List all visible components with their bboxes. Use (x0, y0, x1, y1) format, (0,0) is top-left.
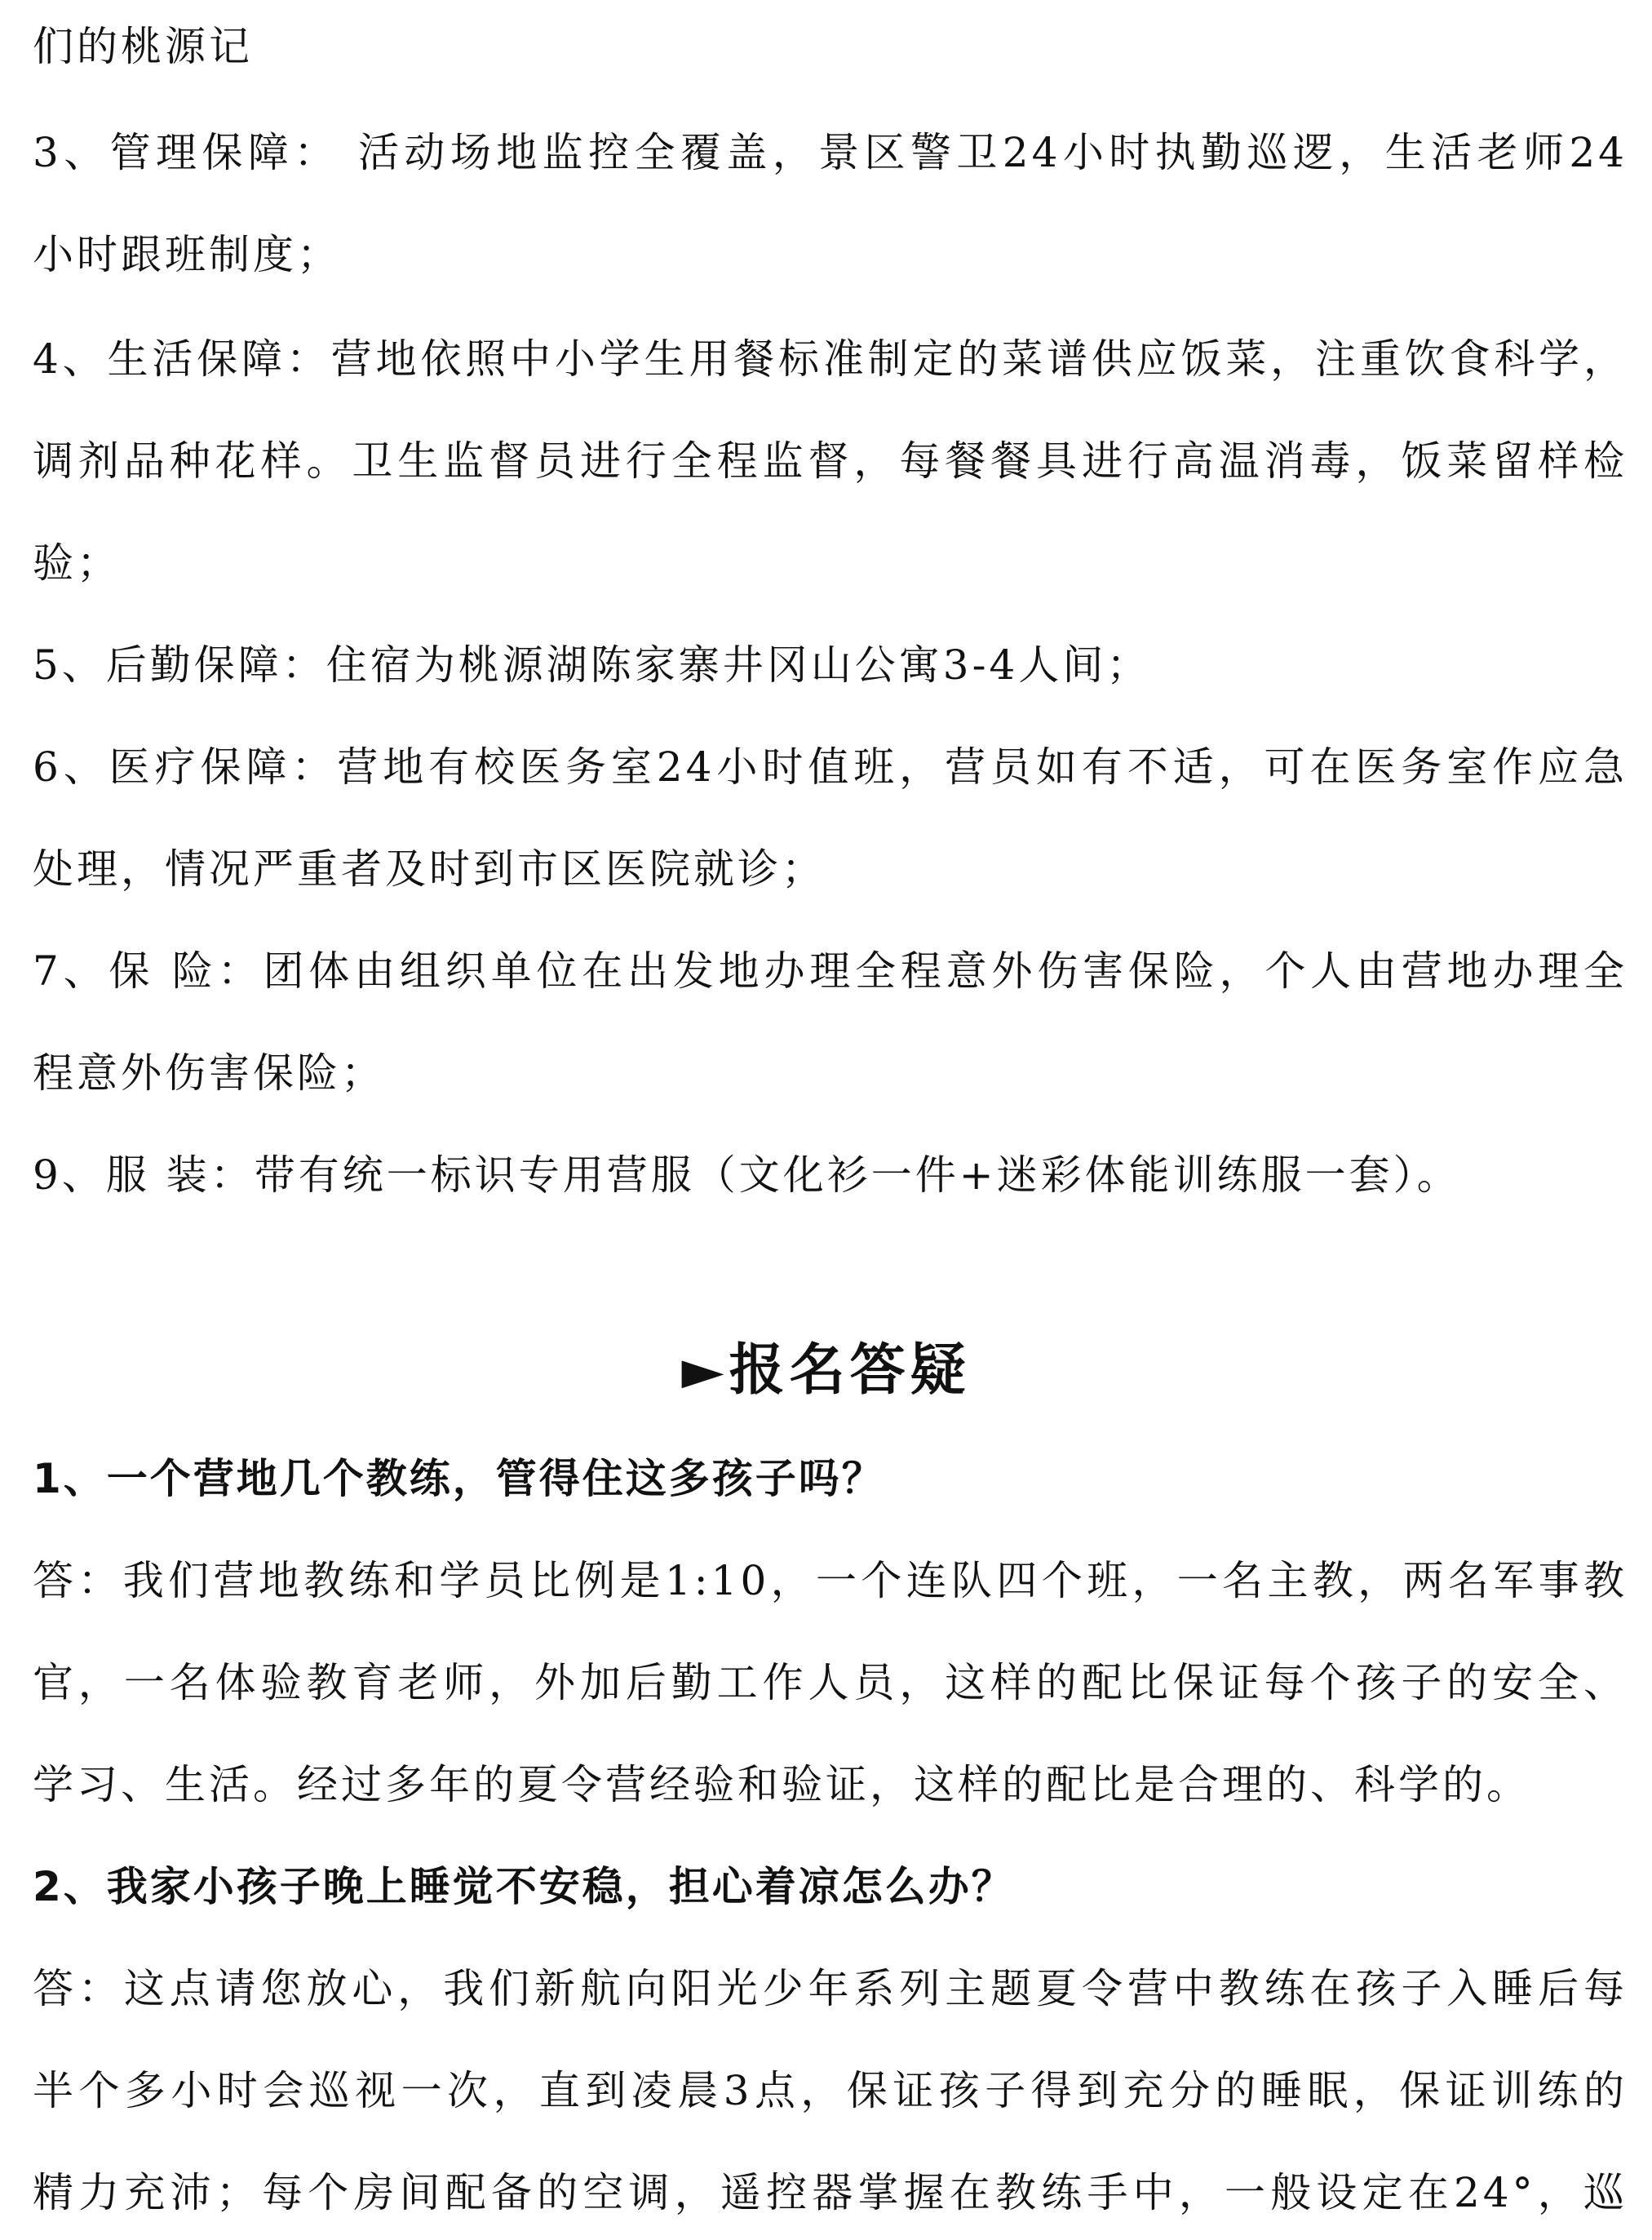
item-7-line-1: 7、保 险：团体由组织单位在出发地办理全程意外伤害保险，个人由营地办理全 (33, 947, 1628, 995)
faq-answer-2-line-3: 精力充沛；每个房间配备的空调，遥控器掌握在教练手中，一般设定在24°，巡 (33, 2169, 1628, 2216)
item-4-line-2: 调剂品种花样。卫生监督员进行全程监督，每餐餐具进行高温消毒，饭菜留样检 (33, 437, 1628, 485)
faq-answer-1-line-3: 学习、生活。经过多年的夏令营经验和验证，这样的配比是合理的、科学的。 (33, 1761, 1530, 1808)
item-5-line-1: 5、后勤保障：住宿为桃源湖陈家寨井冈山公寓3-4人间； (33, 641, 1151, 689)
faq-heading: ►报名答疑 (681, 1338, 971, 1403)
faq-answer-1-line-2: 官，一名体验教育老师，外加后勤工作人员，这样的配比保证每个孩子的安全、 (33, 1659, 1628, 1706)
item-4-line-3: 验； (33, 539, 121, 587)
item-9-line-1: 9、服 装：带有统一标识专用营服（文化衫一件+迷彩体能训练服一套）。 (33, 1151, 1461, 1199)
faq-answer-1-line-1: 答：我们营地教练和学员比例是1:10，一个连队四个班，一名主教，两名军事教 (33, 1557, 1628, 1604)
item-4-line-1: 4、生活保障：营地依照中小学生用餐标准制定的菜谱供应饭菜，注重饮食科学， (33, 335, 1628, 383)
item-3-line-2: 小时跟班制度； (33, 231, 341, 278)
item-7-line-2: 程意外伤害保险； (33, 1049, 385, 1097)
faq-question-2: 2、我家小孩子晚上睡觉不安稳，担心着凉怎么办？ (33, 1863, 1015, 1910)
item-6-line-2: 处理，情况严重者及时到市区医院就诊； (33, 845, 826, 893)
faq-answer-2-line-2: 半个多小时会巡视一次，直到凌晨3点，保证孩子得到充分的睡眠，保证训练的 (33, 2067, 1628, 2114)
item-3-line-1: 3、管理保障： 活动场地监控全覆盖，景区警卫24小时执勤巡逻，生活老师24 (33, 129, 1628, 176)
faq-question-1: 1、一个营地几个教练，管得住这多孩子吗？ (33, 1455, 885, 1502)
text-line-intro: 们的桃源记 (33, 23, 253, 70)
faq-answer-2-line-1: 答：这点请您放心，我们新航向阳光少年系列主题夏令营中教练在孩子入睡后每 (33, 1965, 1628, 2012)
item-6-line-1: 6、医疗保障：营地有校医务室24小时值班，营员如有不适，可在医务室作应急 (33, 743, 1628, 791)
